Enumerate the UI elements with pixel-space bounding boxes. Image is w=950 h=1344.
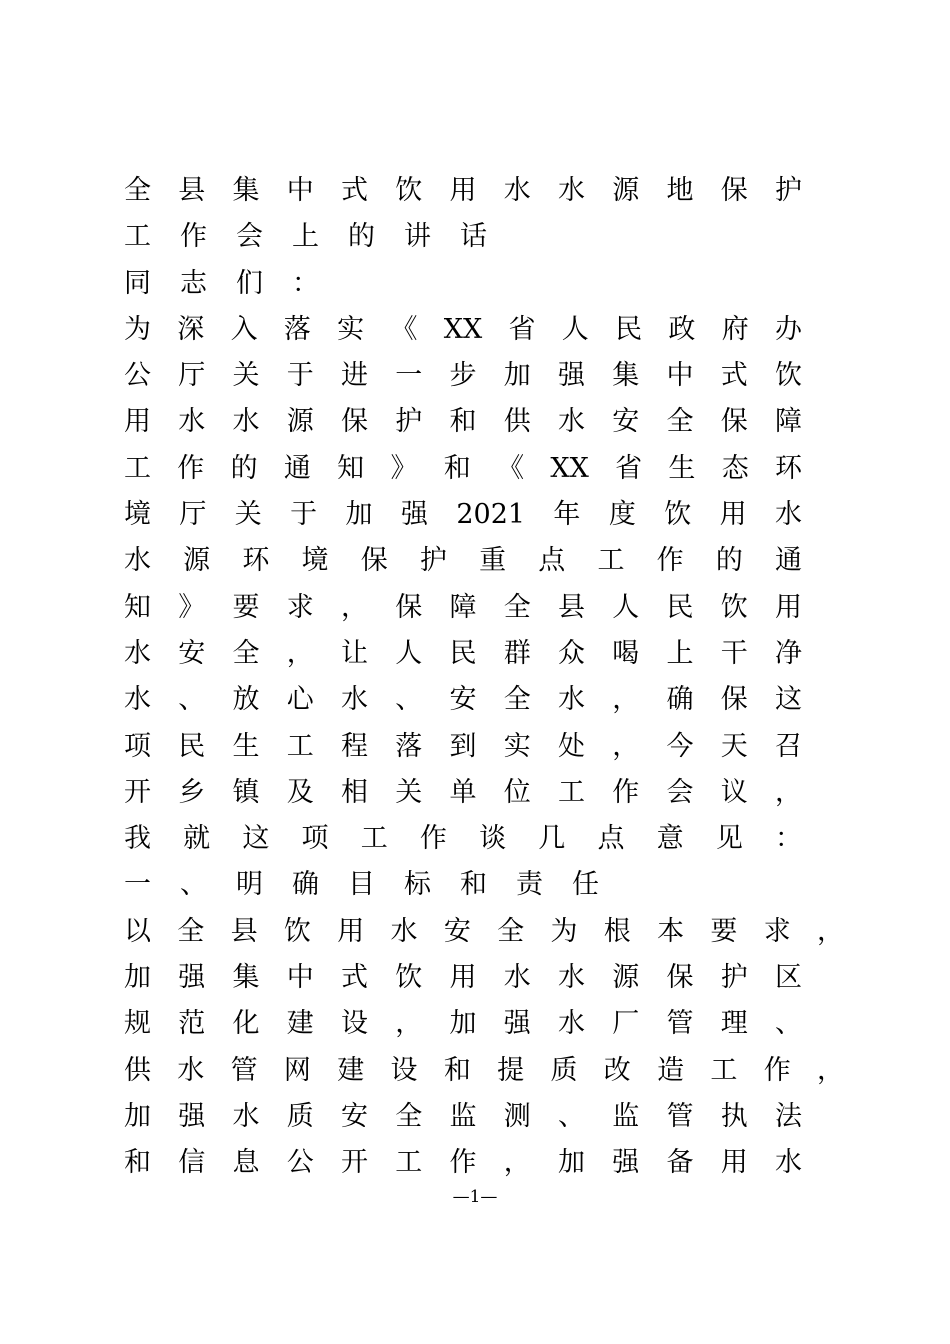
paragraph-line: 供水管网建设和提质改造工作， bbox=[124, 1054, 844, 1086]
paragraph-line: 加强集中式饮用水水源保护区 bbox=[124, 962, 802, 994]
paragraph-line: 项民生工程落到实处，今天召 bbox=[124, 730, 802, 762]
paragraph-line: 规范化建设，加强水厂管理、 bbox=[124, 1008, 802, 1040]
document-body bbox=[124, 168, 844, 1187]
paragraph-line: 和信息公开工作，加强备用水 bbox=[124, 1147, 802, 1179]
title-line-1: 全县集中式饮用水水源地保护 bbox=[124, 175, 802, 206]
paragraph-line: 为深入落实《XX省人民政府办 bbox=[124, 313, 802, 345]
paragraph-line: 用水水源保护和供水安全保障 bbox=[124, 406, 802, 438]
salutation: 同志们： bbox=[124, 267, 348, 299]
paragraph-line: 工作的通知》和《XX省生态环 bbox=[124, 452, 802, 484]
section-heading: 一、明确目标和责任 bbox=[124, 869, 628, 901]
paragraph-line: 公厅关于进一步加强集中式饮 bbox=[124, 360, 802, 392]
paragraph-line: 水安全，让人民群众喝上干净 bbox=[124, 637, 802, 669]
paragraph-line: 开乡镇及相关单位工作会议， bbox=[124, 776, 802, 808]
page-number: —1— bbox=[452, 1187, 498, 1207]
paragraph-line: 加强水质安全监测、监管执法 bbox=[124, 1100, 802, 1132]
paragraph-line: 知》要求，保障全县人民饮用 bbox=[124, 591, 802, 623]
paragraph-line: 水源环境保护重点工作的通 bbox=[124, 545, 802, 577]
paragraph-line: 水、放心水、安全水，确保这 bbox=[124, 684, 802, 716]
title-line-2: 工作会上的讲话 bbox=[124, 221, 516, 253]
paragraph-line: 以全县饮用水安全为根本要求， bbox=[124, 915, 844, 947]
paragraph-line: 我就这项工作谈几点意见： bbox=[124, 823, 802, 855]
paragraph-line: 境厅关于加强2021年度饮用水 bbox=[124, 499, 802, 531]
